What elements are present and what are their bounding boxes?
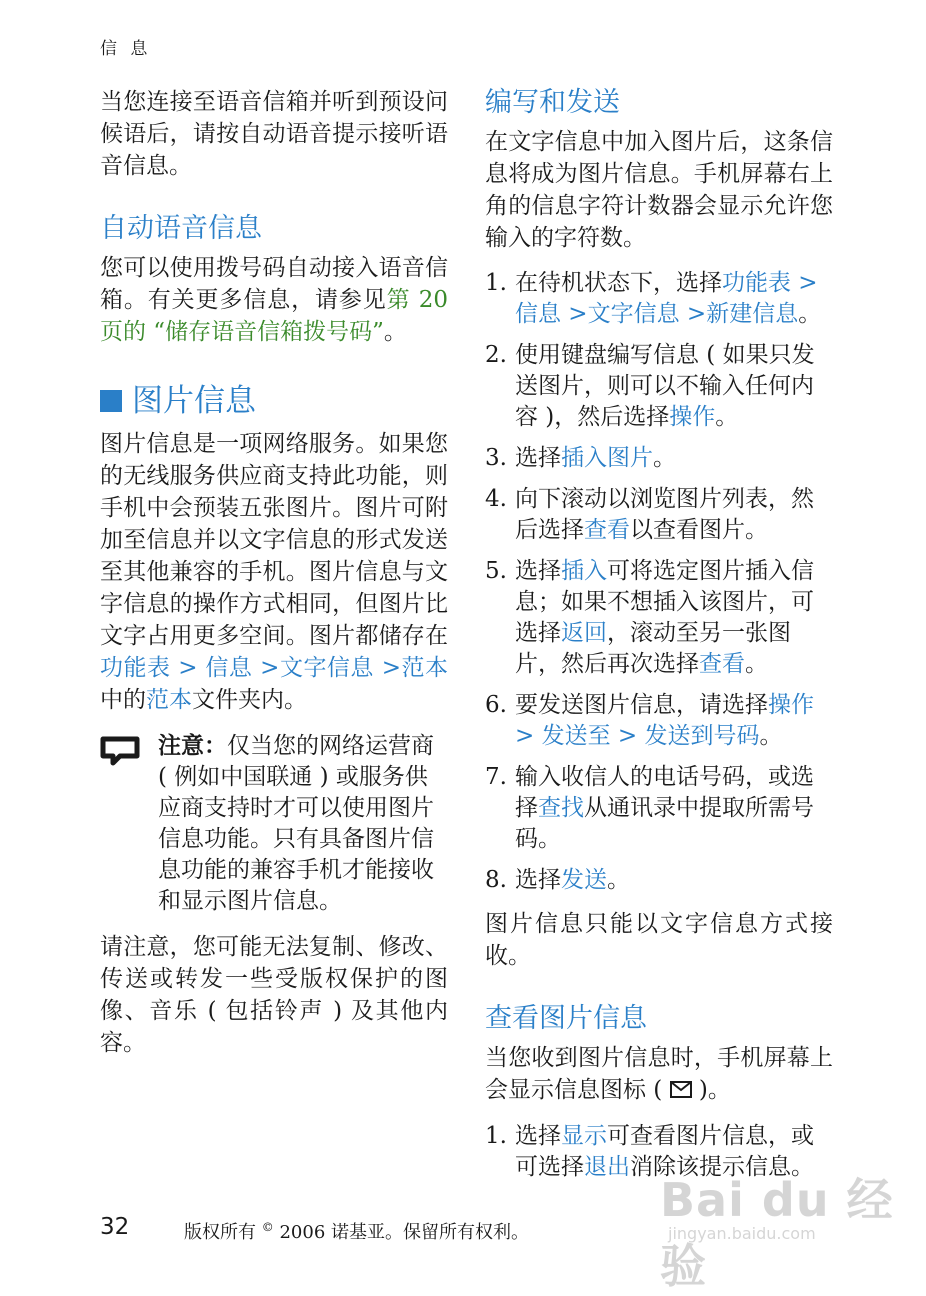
- note-label: 注意：: [158, 732, 227, 759]
- write-send-intro: 在文字信息中加入图片后，这条信息将成为图片信息。手机屏幕右上角的信息字符计数器会显示允许您输入的字符数。: [485, 129, 833, 251]
- watermark-logo: Bai du 经验: [660, 1173, 894, 1293]
- step-plain: 输入收信人的电话号码，或选择: [515, 764, 814, 821]
- view-link[interactable]: 查看: [584, 517, 630, 543]
- send-to-number-link[interactable]: 发送到号码: [644, 723, 760, 749]
- step-item: [485, 690, 833, 752]
- step-text: [515, 762, 833, 855]
- write-send-closing: 图片信息只能以文字信息方式接收。: [485, 911, 833, 969]
- pic-text: 图片信息是一项网络服务。如果您的无线服务供应商支持此功能，则手机中会预装五张图片。图片可附加至信息并以文字信息的形式发送至其他兼容的手机。图片信息与文字信息的操作方式相同，但图片比文字占用更多空间。图片都储存在: [100, 431, 448, 649]
- copyright-text: 2006 诺基亚。保留所有权利。: [273, 1222, 529, 1243]
- path-separator: >: [561, 301, 588, 327]
- step-plain: 消除该提示信息。: [630, 1154, 814, 1180]
- menu-link[interactable]: 功能表: [722, 270, 791, 296]
- step-plain: 。: [745, 651, 768, 677]
- view-picture-heading: 查看图片信息: [485, 1003, 647, 1034]
- page-footer: [100, 1214, 860, 1244]
- step-plain: 。: [715, 404, 739, 430]
- insert-link[interactable]: 插入: [561, 558, 607, 584]
- step-plain: ，滚动至另一张图片，然后再次选择: [515, 620, 791, 677]
- step-item: [485, 443, 833, 474]
- copyright-text: 版权所有: [184, 1222, 262, 1243]
- step-number: 1.: [485, 1123, 507, 1149]
- step-number: 2.: [485, 342, 507, 368]
- message-envelope-icon: [670, 1075, 692, 1107]
- step-plain: 在待机状态下，选择: [515, 270, 722, 296]
- step-text: [515, 340, 833, 433]
- watermark-url: jingyan.baidu.com: [668, 1224, 816, 1243]
- step-item: [485, 340, 833, 433]
- pic-text: 文件夹内。: [192, 687, 307, 713]
- step-plain: 。: [759, 723, 783, 749]
- auto-voice-heading: 自动语音信息: [100, 213, 262, 244]
- messages-link[interactable]: 信息: [515, 301, 561, 327]
- view-text: )。: [691, 1077, 731, 1103]
- section-square-icon: [100, 390, 122, 412]
- step-number: 3.: [485, 445, 507, 471]
- text-messages-link[interactable]: 文字信息: [279, 655, 374, 681]
- step-plain: 选择: [515, 558, 561, 584]
- step-item: [485, 556, 833, 680]
- auto-text-end: 。: [383, 319, 407, 345]
- step-plain: 选择: [515, 445, 561, 471]
- send-to-link[interactable]: 发送至: [541, 723, 611, 749]
- step-text: [515, 865, 833, 896]
- step-plain: 要发送图片信息，请选择: [515, 692, 768, 718]
- copyright-line: [184, 1218, 529, 1244]
- step-plain: 选择: [515, 1123, 561, 1149]
- step-item: [485, 268, 833, 330]
- options-link[interactable]: 操作: [768, 692, 814, 718]
- step-number: 5.: [485, 558, 507, 584]
- view-link[interactable]: 查看: [699, 651, 745, 677]
- picture-message-paragraph: [100, 428, 448, 716]
- step-plain: 可查看图片信息，或可选择: [515, 1123, 814, 1180]
- search-link[interactable]: 查找: [538, 795, 584, 821]
- messages-link[interactable]: 信息: [205, 655, 253, 681]
- copyright-notice-paragraph: 请注意，您可能无法复制、修改、传送或转发一些受版权保护的图像、音乐 ( 包括铃声 ) 及其他内容。: [100, 934, 448, 1056]
- step-number: 6.: [485, 692, 507, 718]
- back-link[interactable]: 返回: [561, 620, 607, 646]
- view-text: 当您收到图片信息时，手机屏幕上会显示信息图标 (: [485, 1045, 833, 1103]
- menu-link[interactable]: 功能表: [100, 655, 171, 681]
- pic-text: 中的: [100, 687, 146, 713]
- step-text: [515, 484, 833, 546]
- step-plain: 向下滚动以浏览图片列表，然后选择: [515, 486, 814, 543]
- running-header: 信 息: [100, 39, 152, 59]
- step-plain: 以查看图片。: [630, 517, 768, 543]
- picture-message-title: 图片信息: [132, 383, 256, 419]
- step-item: [485, 762, 833, 855]
- step-number: 1.: [485, 270, 507, 296]
- picture-message-heading: [100, 382, 448, 420]
- path-separator: >: [791, 270, 818, 296]
- step-item: [485, 865, 833, 896]
- view-picture-paragraph: [485, 1042, 833, 1107]
- step-plain: 可将选定图片插入信息；如果不想插入该图片，可选择: [515, 558, 814, 646]
- auto-text: 您可以使用拨号码自动接入语音信箱。有关更多信息，请参见: [100, 255, 448, 313]
- page-number: 32: [100, 1214, 130, 1240]
- step-text: [515, 556, 833, 680]
- step-plain: 使用键盘编写信息 ( 如果只发送图片，则可以不输入任何内容 )，然后选择: [515, 342, 815, 430]
- options-link[interactable]: 操作: [669, 404, 716, 430]
- path-separator: >: [252, 655, 280, 681]
- step-plain: 从通讯录中提取所需号码。: [515, 795, 814, 852]
- step-text: [515, 268, 833, 330]
- new-message-link[interactable]: 新建信息: [706, 301, 799, 327]
- step-number: 7.: [485, 764, 507, 790]
- step-plain: 。: [798, 301, 822, 327]
- send-link[interactable]: 发送: [561, 867, 607, 893]
- step-text: [515, 443, 833, 474]
- left-column: [100, 86, 448, 1073]
- step-plain: 选择: [515, 867, 561, 893]
- insert-picture-link[interactable]: 插入图片: [561, 445, 653, 471]
- path-separator: >: [515, 723, 542, 749]
- note-text: [158, 730, 448, 917]
- auto-voice-paragraph: [100, 252, 448, 348]
- path-separator: >: [373, 655, 402, 681]
- note-box: [100, 730, 448, 917]
- intro-paragraph: 当您连接至语音信箱并听到预设问候语后，请按自动语音提示接听语音信息。: [100, 89, 448, 179]
- step-number: 4.: [485, 486, 507, 512]
- step-plain: 。: [607, 867, 630, 893]
- note-body: 仅当您的网络运营商 ( 例如中国联通 ) 或服务供应商支持时才可以使用图片信息功能。只有具备图片信息功能的兼容手机才能接收和显示图片信息。: [158, 733, 434, 914]
- templates-folder-link[interactable]: 范本: [146, 687, 192, 713]
- step-plain: 。: [653, 445, 676, 471]
- templates-link[interactable]: 范本: [401, 655, 449, 681]
- path-separator: >: [170, 655, 206, 681]
- path-separator: >: [679, 301, 707, 327]
- path-separator: >: [610, 723, 645, 749]
- exit-link[interactable]: 退出: [584, 1154, 630, 1180]
- step-item: [485, 484, 833, 546]
- step-text: [515, 690, 833, 752]
- right-column: [485, 86, 833, 1195]
- show-link[interactable]: 显示: [561, 1123, 607, 1149]
- note-icon: [100, 730, 158, 917]
- write-send-heading: 编写和发送: [485, 87, 620, 118]
- text-messages-link[interactable]: 文字信息: [587, 301, 680, 327]
- page-cross-reference-link[interactable]: 第 20 页的 “储存语音信箱拨号码”: [100, 287, 449, 345]
- copyright-symbol: ©: [261, 1220, 274, 1234]
- write-send-steps: [485, 268, 833, 896]
- step-number: 8.: [485, 867, 507, 893]
